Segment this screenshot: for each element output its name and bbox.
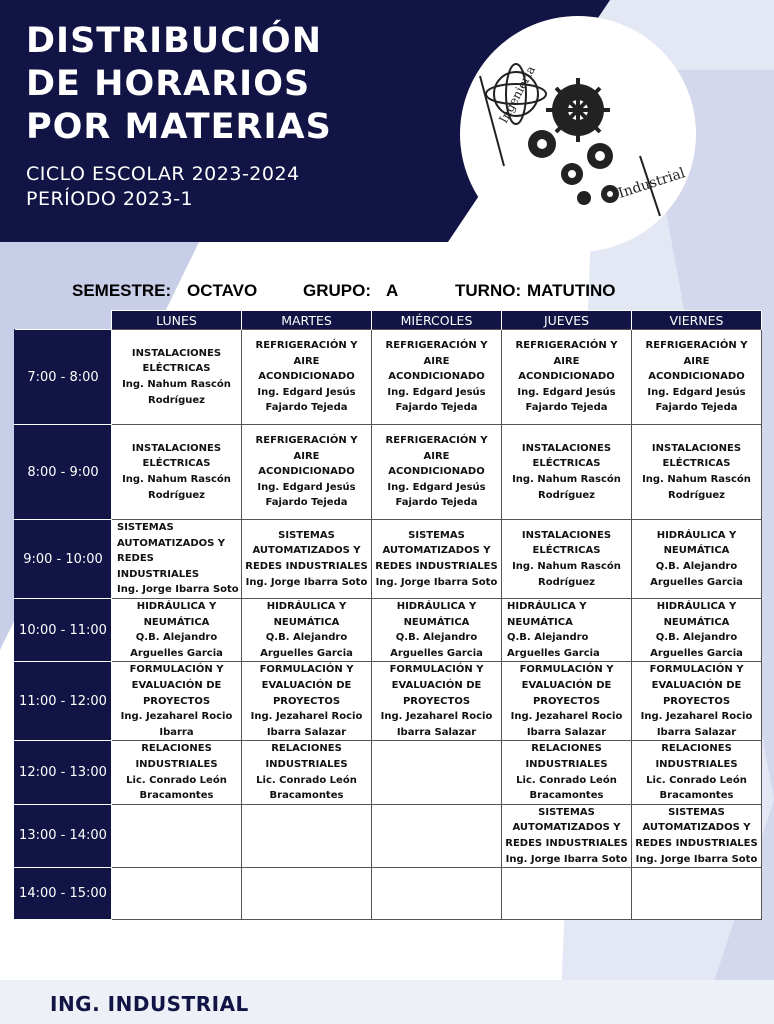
schedule-table xyxy=(14,310,762,920)
meta-row xyxy=(0,281,774,303)
schedule-cell xyxy=(502,599,632,662)
grupo-label: GRUPO: xyxy=(303,281,371,300)
table-row xyxy=(15,804,762,867)
subject-name: REFRIGERACIÓN Y AIRE ACONDICIONADO xyxy=(385,340,488,383)
schedule-cell xyxy=(372,520,502,599)
professor-name: Lic. Conrado León Bracamontes xyxy=(646,774,747,802)
schedule-cell xyxy=(242,425,372,520)
schedule-cell xyxy=(502,520,632,599)
professor-name: Ing. Edgard Jesús Fajardo Tejeda xyxy=(387,386,486,414)
schedule-cell xyxy=(242,662,372,741)
subject-name: INSTALACIONES ELÉCTRICAS xyxy=(131,347,222,375)
day-viernes: VIERNES xyxy=(632,311,762,330)
table-row xyxy=(15,520,762,599)
schedule-cell xyxy=(502,741,632,804)
subject-name: HIDRÁULICA Y NEUMÁTICA xyxy=(136,601,217,628)
professor-name: Ing. Jezaharel Rocio Ibarra xyxy=(120,711,233,738)
title-line-3: POR MATERIAS xyxy=(26,107,332,147)
schedule-cell xyxy=(112,662,242,741)
schedule-cell xyxy=(372,425,502,520)
footer-text: ING. INDUSTRIAL xyxy=(50,992,249,1016)
subject-name: FORMULACIÓN Y EVALUACIÓN DE PROYECTOS xyxy=(389,664,484,707)
schedule-cell xyxy=(242,804,372,867)
schedule-cell xyxy=(632,330,762,425)
time-slot: 9:00 - 10:00 xyxy=(15,520,112,599)
time-slot: 11:00 - 12:00 xyxy=(15,662,112,741)
professor-name: Ing. Jorge Ibarra Soto xyxy=(505,853,628,865)
day-martes: MARTES xyxy=(242,311,372,330)
subject-name: HIDRÁULICA Y NEUMÁTICA xyxy=(507,601,587,628)
professor-name: Ing. Nahum Rascón Rodríguez xyxy=(122,474,231,501)
title-line-2: DE HORARIOS xyxy=(26,64,311,104)
schedule-cell xyxy=(112,741,242,804)
subject-name: INSTALACIONES ELÉCTRICAS xyxy=(521,529,612,557)
subtitle-periodo: PERÍODO 2023-1 xyxy=(26,188,194,210)
professor-name: Q.B. Alejandro Arguelles Garcia xyxy=(650,561,743,588)
subject-name: HIDRÁULICA Y NEUMÁTICA xyxy=(656,529,737,557)
subject-name: RELACIONES INDUSTRIALES xyxy=(655,743,738,770)
subject-name: SISTEMAS AUTOMATIZADOS Y REDES INDUSTRIALES xyxy=(635,806,758,849)
schedule-cell xyxy=(502,868,632,920)
corner-cell xyxy=(15,311,112,330)
schedule-cell xyxy=(242,599,372,662)
subject-name: REFRIGERACIÓN Y AIRE ACONDICIONADO xyxy=(255,340,358,383)
professor-name: Ing. Edgard Jesús Fajardo Tejeda xyxy=(387,481,486,509)
schedule-cell xyxy=(632,662,762,741)
schedule-cell xyxy=(502,425,632,520)
schedule-cell xyxy=(242,330,372,425)
subject-name: FORMULACIÓN Y EVALUACIÓN DE PROYECTOS xyxy=(259,664,354,707)
semestre-label: SEMESTRE: xyxy=(72,281,172,300)
schedule-cell xyxy=(632,425,762,520)
professor-name: Ing. Jezaharel Rocio Ibarra Salazar xyxy=(510,711,623,738)
professor-name: Ing. Nahum Rascón Rodríguez xyxy=(642,474,751,501)
professor-name: Ing. Jorge Ibarra Soto xyxy=(375,576,498,588)
schedule-cell xyxy=(112,599,242,662)
logo-text-bottom: Industrial xyxy=(616,165,688,202)
title-line-1: DISTRIBUCIÓN xyxy=(26,21,322,61)
schedule-cell xyxy=(112,330,242,425)
subject-name: FORMULACIÓN Y EVALUACIÓN DE PROYECTOS xyxy=(129,664,224,707)
time-slot: 14:00 - 15:00 xyxy=(15,868,112,920)
subject-name: REFRIGERACIÓN Y AIRE ACONDICIONADO xyxy=(645,340,748,383)
schedule-cell xyxy=(632,520,762,599)
schedule-cell xyxy=(632,804,762,867)
day-lunes: LUNES xyxy=(112,311,242,330)
professor-name: Ing. Edgard Jesús Fajardo Tejeda xyxy=(517,386,616,414)
schedule-cell xyxy=(372,662,502,741)
table-row xyxy=(15,868,762,920)
table-row xyxy=(15,662,762,741)
professor-name: Lic. Conrado León Bracamontes xyxy=(256,774,357,802)
time-slot: 8:00 - 9:00 xyxy=(15,425,112,520)
day-miercoles: MIÉRCOLES xyxy=(372,311,502,330)
schedule-cell xyxy=(242,741,372,804)
day-header-row xyxy=(15,311,762,330)
table-row xyxy=(15,330,762,425)
schedule-cell xyxy=(242,868,372,920)
professor-name: Ing. Jorge Ibarra Soto xyxy=(635,853,758,865)
professor-name: Ing. Nahum Rascón Rodríguez xyxy=(512,474,621,501)
subject-name: INSTALACIONES ELÉCTRICAS xyxy=(651,442,742,470)
subject-name: INSTALACIONES ELÉCTRICAS xyxy=(521,442,612,470)
subject-name: INSTALACIONES ELÉCTRICAS xyxy=(131,442,222,470)
subject-name: REFRIGERACIÓN Y AIRE ACONDICIONADO xyxy=(515,340,618,383)
professor-name: Ing. Nahum Rascón Rodríguez xyxy=(512,561,621,588)
professor-name: Q.B. Alejandro Arguelles Garcia xyxy=(130,632,223,659)
subject-name: HIDRÁULICA Y NEUMÁTICA xyxy=(396,601,477,628)
day-jueves: JUEVES xyxy=(502,311,632,330)
schedule-cell xyxy=(242,520,372,599)
schedule-cell xyxy=(372,741,502,804)
schedule-cell xyxy=(632,599,762,662)
subject-name: FORMULACIÓN Y EVALUACIÓN DE PROYECTOS xyxy=(519,664,614,707)
professor-name: Ing. Nahum Rascón Rodríguez xyxy=(122,379,231,406)
subject-name: RELACIONES INDUSTRIALES xyxy=(265,743,348,770)
professor-name: Lic. Conrado León Bracamontes xyxy=(126,774,227,802)
subject-name: HIDRÁULICA Y NEUMÁTICA xyxy=(656,601,737,628)
turno-label: TURNO: xyxy=(455,281,522,300)
subject-name: FORMULACIÓN Y EVALUACIÓN DE PROYECTOS xyxy=(649,664,744,707)
logo-text-top: Ingeniería xyxy=(496,63,539,126)
time-slot: 10:00 - 11:00 xyxy=(15,599,112,662)
professor-name: Ing. Edgard Jesús Fajardo Tejeda xyxy=(647,386,746,414)
grupo-value: A xyxy=(386,281,399,300)
professor-name: Ing. Jezaharel Rocio Ibarra Salazar xyxy=(640,711,753,738)
schedule-cell xyxy=(112,804,242,867)
subject-name: SISTEMAS AUTOMATIZADOS Y REDES INDUSTRIALES xyxy=(245,529,368,572)
table-row xyxy=(15,741,762,804)
professor-name: Ing. Jezaharel Rocio Ibarra Salazar xyxy=(380,711,493,738)
gears-logo-icon xyxy=(460,16,696,252)
schedule-cell xyxy=(372,868,502,920)
subtitle-ciclo: CICLO ESCOLAR 2023-2024 xyxy=(26,163,300,185)
subject-name: HIDRÁULICA Y NEUMÁTICA xyxy=(266,601,347,628)
professor-name: Q.B. Alejandro Arguelles Garcia xyxy=(650,632,743,659)
subject-name: SISTEMAS AUTOMATIZADOS Y REDES INDUSTRIALES xyxy=(375,529,498,572)
schedule-cell xyxy=(372,599,502,662)
schedule-cell xyxy=(112,520,242,599)
professor-name: Ing. Jorge Ibarra Soto xyxy=(245,576,368,588)
schedule-cell xyxy=(372,330,502,425)
schedule-cell xyxy=(112,868,242,920)
professor-name: Ing. Jezaharel Rocio Ibarra Salazar xyxy=(250,711,363,738)
time-slot: 12:00 - 13:00 xyxy=(15,741,112,804)
schedule-cell xyxy=(502,804,632,867)
turno-value: MATUTINO xyxy=(527,281,616,300)
subject-name: SISTEMAS AUTOMATIZADOS Y REDES INDUSTRIALES xyxy=(117,522,226,580)
professor-name: Q.B. Alejandro Arguelles Garcia xyxy=(390,632,483,659)
professor-name: Q.B. Alejandro Arguelles Garcia xyxy=(260,632,353,659)
schedule-cell xyxy=(372,804,502,867)
subject-name: REFRIGERACIÓN Y AIRE ACONDICIONADO xyxy=(385,435,488,478)
professor-name: Q.B. Alejandro Arguelles Garcia xyxy=(507,632,600,659)
subject-name: RELACIONES INDUSTRIALES xyxy=(135,743,218,770)
professor-name: Lic. Conrado León Bracamontes xyxy=(516,774,617,802)
schedule-cell xyxy=(632,868,762,920)
professor-name: Ing. Edgard Jesús Fajardo Tejeda xyxy=(257,386,356,414)
subject-name: RELACIONES INDUSTRIALES xyxy=(525,743,608,770)
time-slot: 13:00 - 14:00 xyxy=(15,804,112,867)
table-row xyxy=(15,425,762,520)
schedule-body xyxy=(15,330,762,920)
semestre-value: OCTAVO xyxy=(187,281,258,300)
time-slot: 7:00 - 8:00 xyxy=(15,330,112,425)
schedule-cell xyxy=(502,330,632,425)
schedule-cell xyxy=(112,425,242,520)
schedule-cell xyxy=(502,662,632,741)
schedule-cell xyxy=(632,741,762,804)
subject-name: REFRIGERACIÓN Y AIRE ACONDICIONADO xyxy=(255,435,358,478)
professor-name: Ing. Jorge Ibarra Soto xyxy=(117,584,239,596)
subject-name: SISTEMAS AUTOMATIZADOS Y REDES INDUSTRIALES xyxy=(505,806,628,849)
table-row xyxy=(15,599,762,662)
professor-name: Ing. Edgard Jesús Fajardo Tejeda xyxy=(257,481,356,509)
page-title xyxy=(26,20,332,149)
